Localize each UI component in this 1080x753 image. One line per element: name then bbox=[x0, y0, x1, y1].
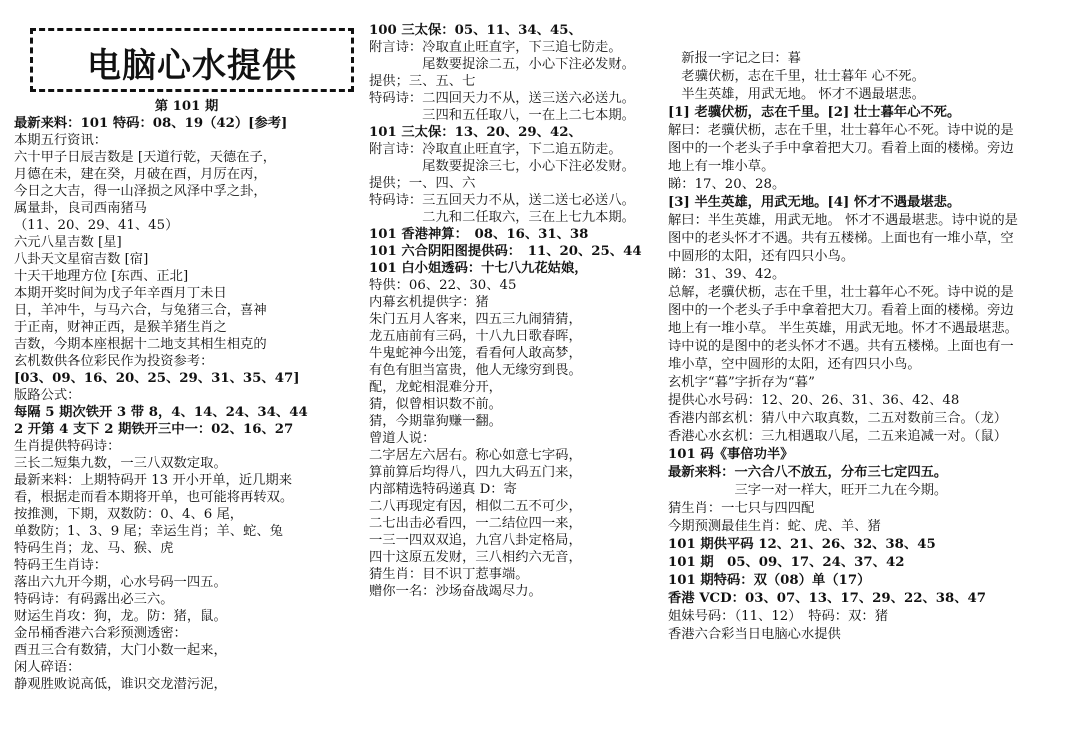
col2-line: 猜，似曾相识数不前。 bbox=[369, 397, 502, 412]
col1-line: 六十甲子日辰吉数是 [天道行乾，天德在子， bbox=[14, 150, 277, 165]
col2-line: 附言诗：冷取直止旺直字，下三追七防走。 bbox=[369, 40, 622, 55]
col3-line: 解曰：半生英雄，用武无地。 怀才不遇最堪悲。诗中说的是 bbox=[668, 213, 1018, 228]
col1-line: 月德在未，建在癸，月破在酉，月厉在丙， bbox=[14, 167, 267, 182]
col1-line: 金吊桶香港六合彩预测透密： bbox=[14, 626, 187, 641]
col3-line: 地上有一堆小草。 半生英雄，用武无地。怀才不遇最堪悲。 bbox=[668, 321, 1018, 336]
col1-line: 版路公式： bbox=[14, 388, 81, 403]
col3-line: 诗中说的是图中的老头怀才不遇。共有五楼梯。上面也有一 bbox=[668, 339, 1014, 354]
col2-line: 四十这原五发财，三八相约六无音， bbox=[369, 550, 582, 565]
col3-line: 101 期供平码 12、21、26、32、38、45 bbox=[668, 537, 936, 552]
col2-line: 101 三太保：13、20、29、42、 bbox=[369, 125, 582, 140]
column-middle bbox=[369, 22, 659, 600]
col1-line: 本期开奖时间为戊子年辛酉月丁未日 bbox=[14, 286, 227, 301]
col1-line: 每隔 5 期次铁开 3 带 8，4、14、24、34、44 bbox=[14, 405, 308, 420]
col1-line: （11、20、29、41、45） bbox=[14, 218, 179, 233]
col1-line: 最新来料：上期特码开 13 开小开单，近几期来 bbox=[14, 473, 293, 488]
col1-line: 今日之大吉，得一山泽损之风泽中孚之卦， bbox=[14, 184, 267, 199]
col3-line: 三字一对一样大，旺开二九在今期。 bbox=[668, 483, 948, 498]
col2-line: 猜生肖：目不识丁惹事端。 bbox=[369, 567, 529, 582]
col2-line: 内幕玄机提供字：猪 bbox=[369, 295, 489, 310]
col1-line: [03、09、16、20、25、29、31、35、47] bbox=[14, 371, 300, 386]
col3-line: 101 码《事倍功半》 bbox=[668, 447, 794, 462]
col3-line: 猜生肖：一七只与四四配 bbox=[668, 501, 815, 516]
col1-line: 最新来料：101 特码：08、19（42）[参考] bbox=[14, 116, 288, 131]
col2-line: 101 六合阴阳图提供码： 11、20、25、44 bbox=[369, 244, 642, 259]
col1-line: 2 开第 4 支下 2 期铁开三中一：02、16、27 bbox=[14, 422, 294, 437]
col2-line: 猜，今期靠狗赚一翻。 bbox=[369, 414, 502, 429]
page-title: 电脑心水提供 bbox=[87, 46, 297, 86]
col1-line: 三长二短集九数，一三八双数定取。 bbox=[14, 456, 227, 471]
col1-line: 酉丑三合有数猜，大门小数一起来， bbox=[14, 643, 227, 658]
col2-line: 曾道人说： bbox=[369, 431, 436, 446]
col3-line: 香港心水玄机：三九相遇取八尾，二五来追减一对。（鼠） bbox=[668, 429, 1008, 444]
col3-line: 图中的一个老头子手中拿着把大刀。看着上面的楼梯。旁边 bbox=[668, 303, 1014, 318]
col3-line: 图中的老头怀才不遇。共有五楼梯。上面也有一堆小草，空 bbox=[668, 231, 1014, 246]
col3-line: 101 期 05、09、17、24、37、42 bbox=[668, 555, 905, 570]
col1-line: 特码王生肖诗： bbox=[14, 558, 108, 573]
col3-line: [1] 老骥伏枥，志在千里。[2] 壮士暮年心不死。 bbox=[668, 105, 961, 120]
col2-line: 赠你一名：沙场奋战竭尽力。 bbox=[369, 584, 542, 599]
col2-line: 二八再现定有因，相似二五不可少， bbox=[369, 499, 582, 514]
col2-line: 特码诗：三五回天力不从，送二送七必送八。 bbox=[369, 193, 635, 208]
col2-line: 龙五庙前有三码，十八九日歌春晖， bbox=[369, 329, 582, 344]
column-left bbox=[14, 98, 359, 693]
col1-line: 吉数，今期本座根据十二地支其相生相克的 bbox=[14, 337, 267, 352]
col1-line: 落出六九开今期，心水号码一四五。 bbox=[14, 575, 227, 590]
col2-line: 尾数要捉涂三七，小心下注必发财。 bbox=[369, 159, 635, 174]
col2-line: 有色有胆当富贵，他人无缘穷到畏。 bbox=[369, 363, 582, 378]
col2-line: 二字居左六居右。称心如意七字码， bbox=[369, 448, 582, 463]
col2-line: 算前算后均得八，四九大码五门来， bbox=[369, 465, 582, 480]
col1-line: 单数防；1、3、9 尾；幸运生肖；羊、蛇、兔 bbox=[14, 524, 283, 539]
col2-line: 提供；三、五、七 bbox=[369, 74, 476, 89]
title-box bbox=[30, 28, 354, 92]
col2-line: 朱门五月人客来，四五三九闹猜猜， bbox=[369, 312, 582, 327]
column-right bbox=[668, 50, 1072, 644]
col1-line: 特码生肖；龙、马、猴、虎 bbox=[14, 541, 174, 556]
col3-line: 香港 VCD：03、07、13、17、29、22、38、47 bbox=[668, 591, 987, 606]
col2-line: 100 三太保：05、11、34、45、 bbox=[369, 23, 582, 38]
col1-line: 特码诗：有码露出必三六。 bbox=[14, 592, 174, 607]
col2-line: 二七出击必看四，一二结位四一来， bbox=[369, 516, 582, 531]
col3-line: 今期预测最佳生肖：蛇、虎、羊、猪 bbox=[668, 519, 881, 534]
col3-line: 101 期特码：双（08）单（17） bbox=[668, 573, 871, 588]
col3-line: 姐妹号码：（11、12） 特码：双：猪 bbox=[668, 609, 888, 624]
col3-line: 总解，老骥伏枥，志在千里，壮士暮年心不死。诗中说的是 bbox=[668, 285, 1014, 300]
col1-line: 静观胜败说高低，谁识交龙潜污泥， bbox=[14, 677, 227, 692]
col1-line: 于正南，财神正西，是猴羊猪生肖之 bbox=[14, 320, 227, 335]
col3-line: 半生英雄，用武无地。 怀才不遇最堪悲。 bbox=[668, 87, 925, 102]
col1-line: 六元八星吉数 [星] bbox=[14, 235, 122, 250]
col3-line: 玄机字“暮”字折存为“暮” bbox=[668, 375, 815, 390]
col1-line: 本期五行资讯： bbox=[14, 133, 108, 148]
col1-line: 玄机数供各位彩民作为投资参考： bbox=[14, 354, 214, 369]
col1-line: 闲人碎语： bbox=[14, 660, 81, 675]
col3-line: [3] 半生英雄，用武无地。[4] 怀才不遇最堪悲。 bbox=[668, 195, 961, 210]
col2-line: 尾数要捉涂二五，小心下注必发财。 bbox=[369, 57, 635, 72]
col2-line: 牛鬼蛇神今出笼，看看何人敢高梦， bbox=[369, 346, 582, 361]
col1-line: 十天干地理方位 [东西、正北] bbox=[14, 269, 189, 284]
col2-line: 内部精选特码递真 D：寄 bbox=[369, 482, 517, 497]
col3-line: 图中的一个老头子手中拿着把大刀。看着上面的楼梯。旁边 bbox=[668, 141, 1014, 156]
col2-line: 101 香港神算： 08、16、31、38 bbox=[369, 227, 589, 242]
col2-line: 101 白小姐透码：十七八九花姑娘， bbox=[369, 261, 588, 276]
col2-line: 配，龙蛇相混难分开， bbox=[369, 380, 502, 395]
col2-line: 一三一四双双追，九宫八卦定格局， bbox=[369, 533, 582, 548]
col1-line: 按推测，下期，双数防：0、4、6 尾， bbox=[14, 507, 244, 522]
col3-line: 提供心水号码：12、20、26、31、36、42、48 bbox=[668, 393, 960, 408]
col1-line: 看，根据走而看本期将开单，也可能将再转双。 bbox=[14, 490, 294, 505]
col1-line: 财运生肖攻：狗，龙。防：猪，鼠。 bbox=[14, 609, 227, 624]
col1-line: 属量卦，良司西南猪马 bbox=[14, 201, 147, 216]
col3-line: 睇：31、39、42。 bbox=[668, 267, 786, 282]
col2-line: 提供；一、四、六 bbox=[369, 176, 476, 191]
col1-line: 日，羊冲牛，与马六合，与兔猪三合，喜神 bbox=[14, 303, 267, 318]
col2-line: 特供：06、22、30、45 bbox=[369, 278, 517, 293]
col2-line: 附言诗：冷取直止旺直字，下二追五防走。 bbox=[369, 142, 622, 157]
col3-line: 睇：17、20、28。 bbox=[668, 177, 786, 192]
col3-line: 老骥伏枥，志在千里，壮士暮年 心不死。 bbox=[668, 69, 925, 84]
col3-line: 中圆形的太阳，还有四只小鸟。 bbox=[668, 249, 855, 264]
col3-line: 地上有一堆小草。 bbox=[668, 159, 775, 174]
col3-line: 新报一字记之曰：暮 bbox=[668, 51, 801, 66]
col2-line: 特码诗：二四回天力不从，送三送六必送九。 bbox=[369, 91, 635, 106]
col2-line: 二九和二任取六，三在上七九本期。 bbox=[369, 210, 635, 225]
col3-line: 解曰：老骥伏枥，志在千里，壮士暮年心不死。诗中说的是 bbox=[668, 123, 1014, 138]
col3-line: 堆小草，空中圆形的太阳，还有四只小鸟。 bbox=[668, 357, 921, 372]
col2-line: 三四和五任取八，一在上二七本期。 bbox=[369, 108, 635, 123]
issue-number: 第 101 期 bbox=[154, 99, 219, 114]
col1-line: 八卦天文星宿吉数 [宿] bbox=[14, 252, 149, 267]
col3-line: 香港六合彩当日电脑心水提供 bbox=[668, 627, 841, 642]
col3-line: 香港内部玄机：猜八中六取真数，二五对数前三合。（龙） bbox=[668, 411, 1008, 426]
col1-line: 生肖提供特码诗： bbox=[14, 439, 121, 454]
col3-line: 最新来料：一六合八不放五，分布三七定四五。 bbox=[668, 465, 948, 480]
